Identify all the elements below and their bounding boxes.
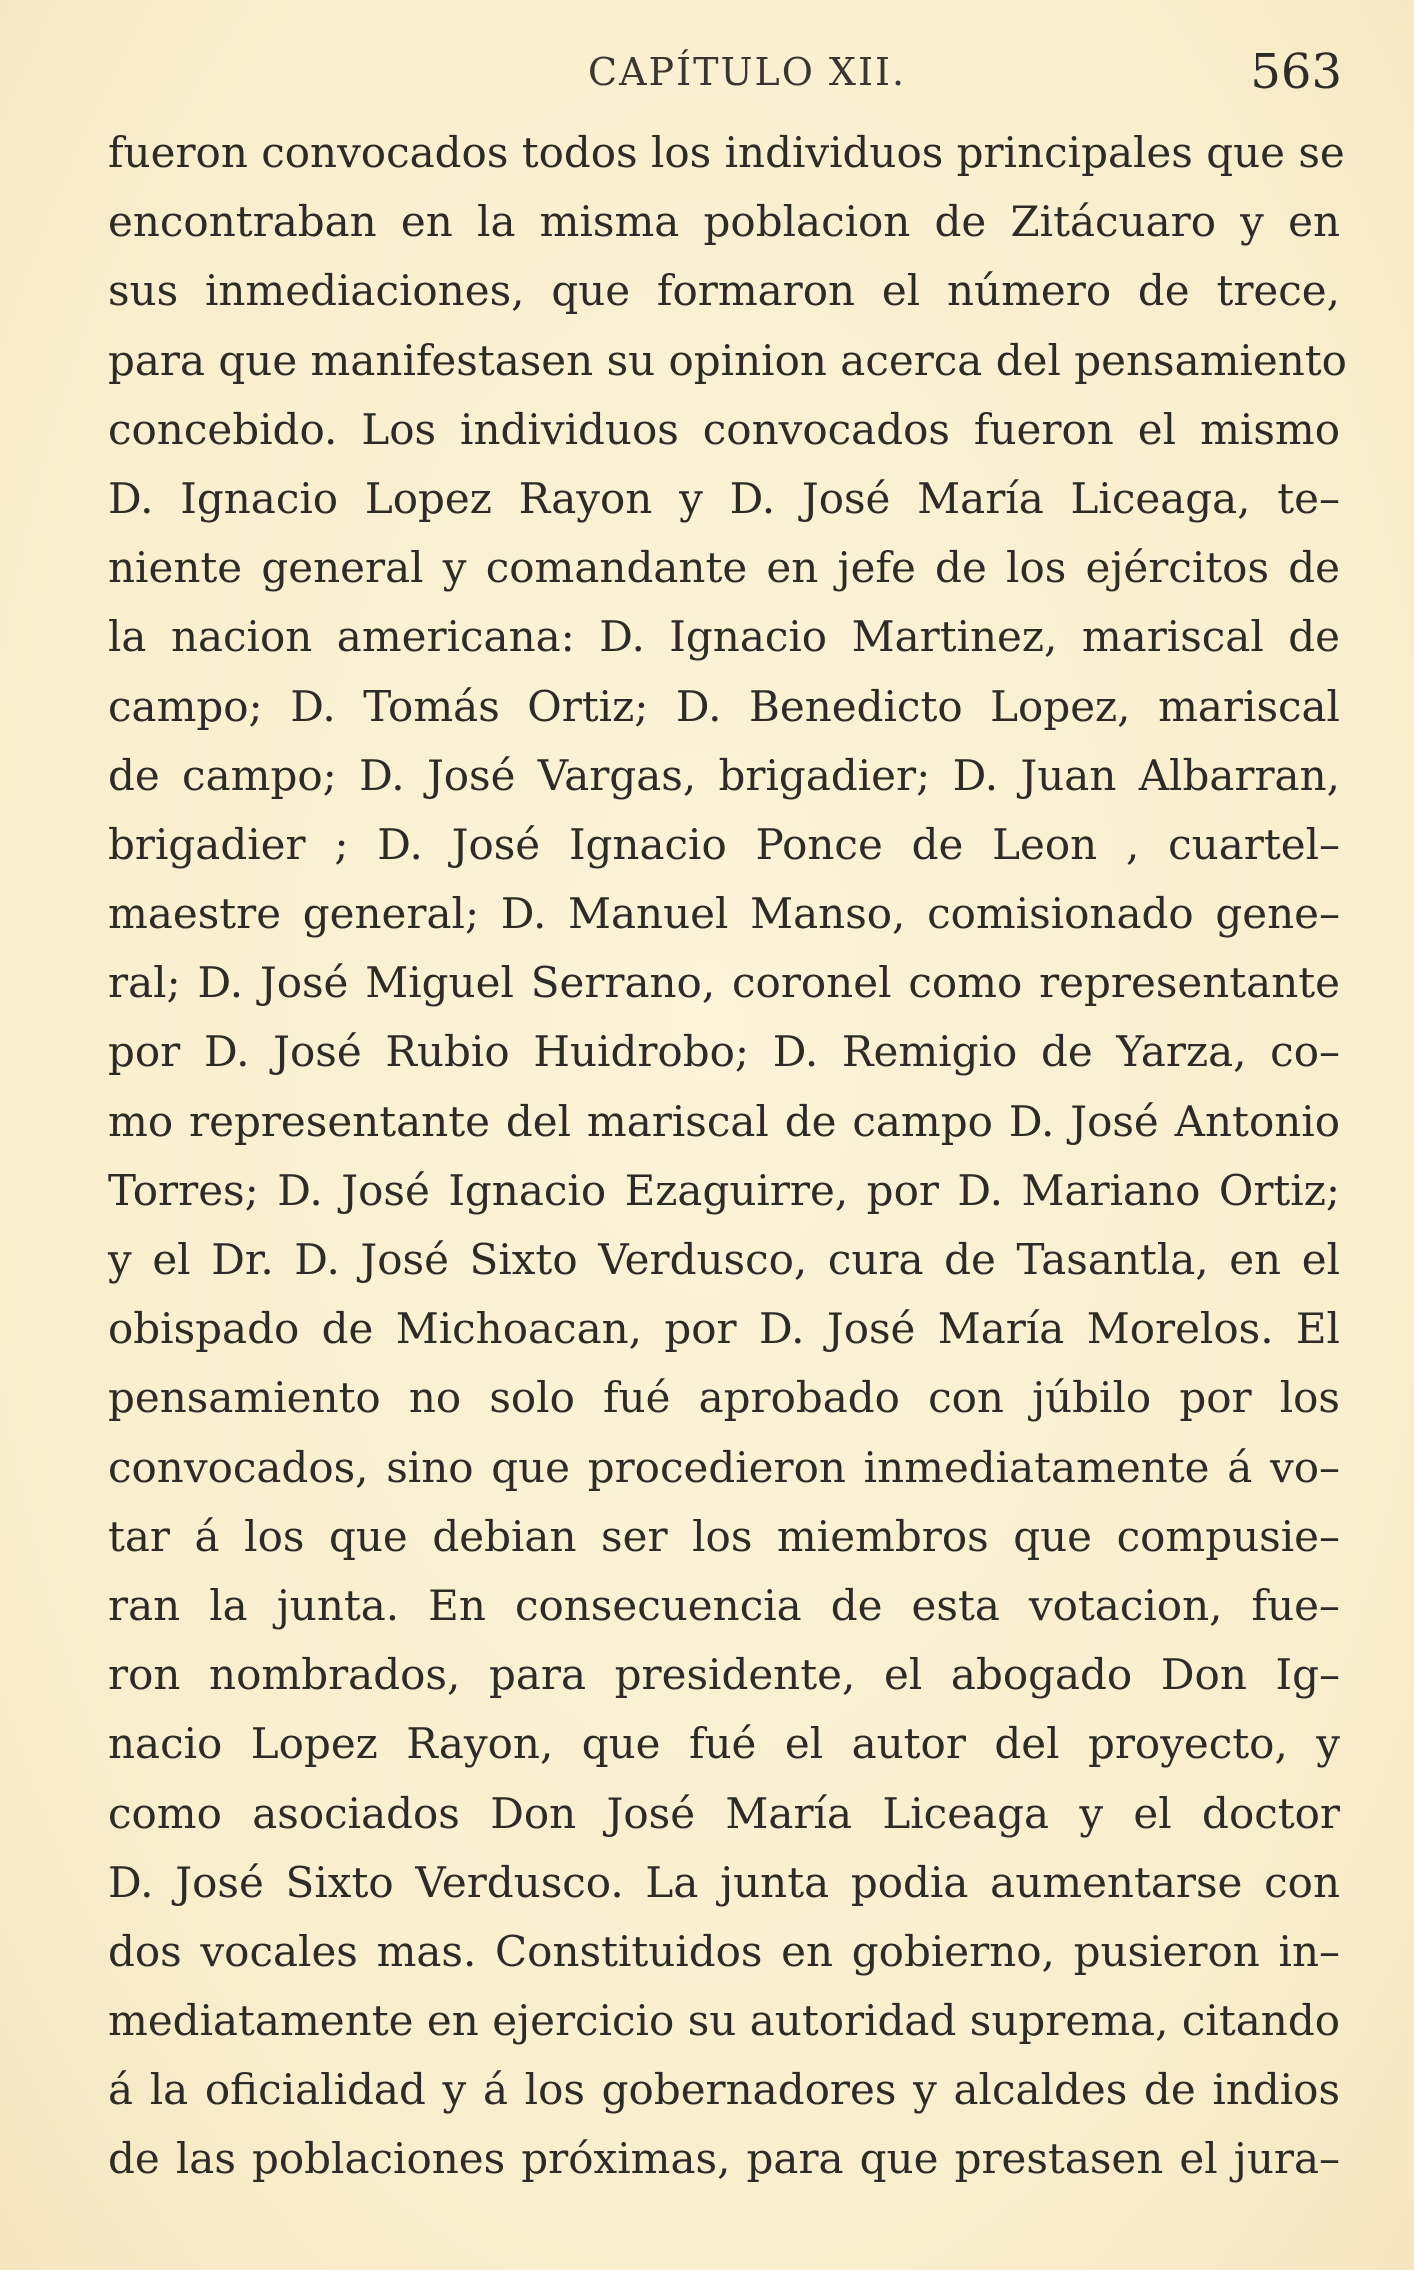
- text-line: de las poblaciones próximas, para que prestasen el jura–: [108, 2134, 1340, 2184]
- text-line: ron nombrados, para presidente, el abogado Don Ig–: [108, 1650, 1340, 1700]
- text-line: niente general y comandante en jefe de los ejércitos de: [108, 543, 1340, 593]
- text-line: campo; D. Tomás Ortiz; D. Benedicto Lopez, mariscal: [108, 681, 1340, 731]
- text-line: ral; D. José Miguel Serrano, coronel como representante: [108, 958, 1340, 1008]
- text-line: y el Dr. D. José Sixto Verdusco, cura de Tasantla, en el: [108, 1235, 1340, 1284]
- text-line: pensamiento no solo fué aprobado con júbilo por los: [108, 1373, 1340, 1423]
- text-line: obispado de Michoacan, por D. José María Morelos. El: [108, 1304, 1340, 1354]
- text-line: mo representante del mariscal de campo D. José Antonio: [108, 1096, 1340, 1146]
- text-line: como asociados Don José María Liceaga y el doctor: [108, 1788, 1340, 1838]
- running-head: [0, 44, 1414, 104]
- text-line: maestre general; D. Manuel Manso, comisionado gene–: [108, 889, 1340, 939]
- body-text: [108, 118, 1347, 2194]
- text-line: para que manifestasen su opinion acerca del pensamiento: [108, 335, 1347, 385]
- text-line: nacio Lopez Rayon, que fué el autor del proyecto, y: [108, 1719, 1340, 1769]
- text-line: tar á los que debian ser los miembros que compusie–: [108, 1511, 1340, 1561]
- text-line: la nacion americana: D. Ignacio Martinez, mariscal de: [108, 612, 1340, 662]
- text-line: fueron convocados todos los individuos principales que se: [108, 128, 1345, 177]
- text-line: D. Ignacio Lopez Rayon y D. José María Liceaga, te–: [108, 473, 1340, 523]
- text-line: Torres; D. José Ignacio Ezaguirre, por D. Mariano Ortiz;: [108, 1165, 1340, 1215]
- text-line: convocados, sino que procedieron inmediatamente á vo–: [108, 1442, 1340, 1492]
- chapter-title: CAPÍTULO XII.: [588, 50, 907, 94]
- text-line: concebido. Los individuos convocados fueron el mismo: [108, 404, 1340, 454]
- text-line: ran la junta. En consecuencia de esta votacion, fue–: [108, 1580, 1340, 1630]
- text-line: mediatamente en ejercicio su autoridad suprema, citando: [108, 1996, 1340, 2046]
- text-line: por D. José Rubio Huidrobo; D. Remigio de Yarza, co–: [108, 1027, 1340, 1077]
- text-line: D. José Sixto Verdusco. La junta podia aumentarse con: [108, 1857, 1340, 1907]
- text-line: encontraban en la misma poblacion de Zitácuaro y en: [108, 197, 1340, 247]
- text-line: de campo; D. José Vargas, brigadier; D. Juan Albarran,: [108, 750, 1340, 800]
- text-line: sus inmediaciones, que formaron el número de trece,: [108, 266, 1340, 316]
- text-line: brigadier ; D. José Ignacio Ponce de Leon , cuartel–: [108, 819, 1340, 869]
- page-number: 563: [1250, 44, 1342, 100]
- text-line: dos vocales mas. Constituidos en gobierno, pusieron in–: [108, 1926, 1340, 1976]
- text-line: á la oficialidad y á los gobernadores y alcaldes de indios: [108, 2065, 1340, 2115]
